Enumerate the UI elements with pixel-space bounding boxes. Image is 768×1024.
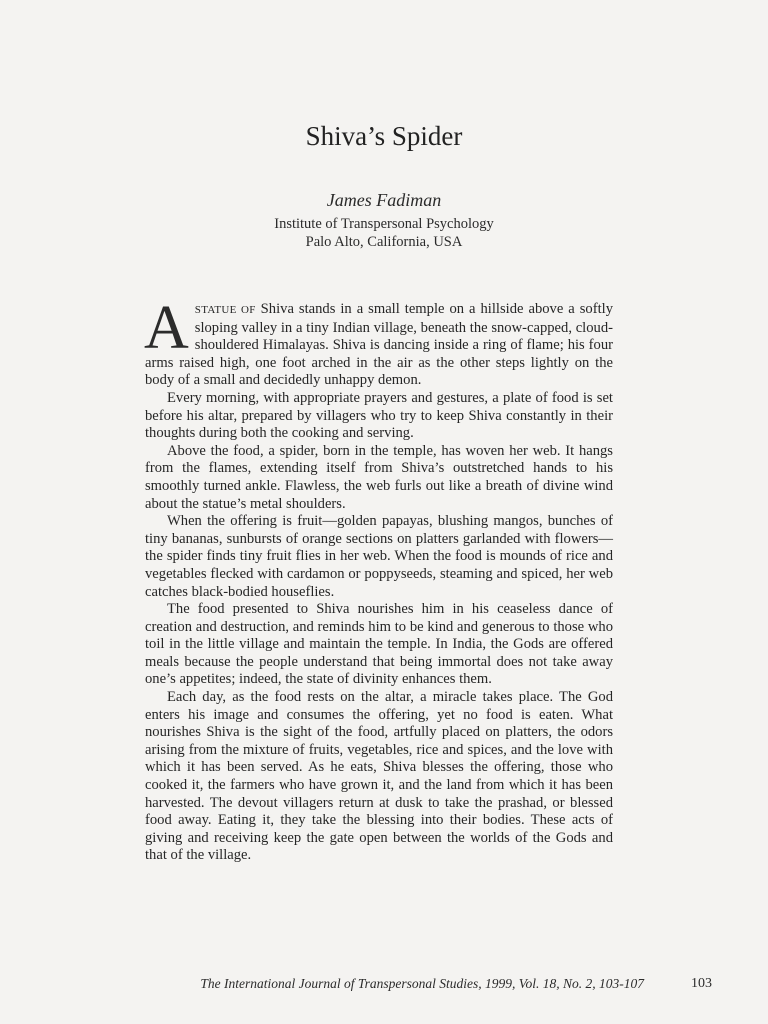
paragraph-3: Above the food, a spider, born in the temple, has woven her web. It hangs from the flames, extending itself from Shiva’s outstretched hands to his smoothly turned ankle. Flawless, the web furls out like a breath of divine wind about the statue’s metal shoulders. bbox=[145, 442, 613, 512]
paragraph-5: The food presented to Shiva nourishes him in his ceaseless dance of creation and destruction, and reminds him to be kind and generous to those who toil in the little village and maintain the temple. In India, the Gods are offered meals because the people understand that being immortal does not take away one’s appetites; indeed, the state of divinity enhances them. bbox=[145, 601, 613, 688]
author-location: Palo Alto, California, USA bbox=[305, 234, 463, 250]
paragraph-6: Each day, as the food rests on the altar, a miracle takes place. The God enters his image and consumes the offering, yet no food is eaten. What nourishes Shiva is the sight of the food, artfully placed on platters, the odors arising from the mixture of fruits, vegetables, rice and spices, and the love with which it has been served. As he eats, Shiva blesses the offering, those who cooked it, the farmers who have grown it, and the land from which it has been harvested. The devout villagers return at dusk to take the prashad, or blessed food away. Eating it, they take the blessing into their bodies. These acts of giving and receiving keep the gate open between the worlds of the Gods and that of the village. bbox=[145, 689, 613, 864]
lead-in-smallcaps: STATUE OF bbox=[194, 304, 256, 316]
article-title: Shiva’s Spider bbox=[305, 121, 463, 151]
paragraph-4: When the offering is fruit—golden papayas, blushing mangos, bunches of tiny bananas, sunbursts of orange sections on platters garlanded with flowers—the spider finds tiny fruit flies in her web. When the food is mounds of rice and vegetables flecked with cardamon or poppyseeds, steaming and spiced, her web catches black-bodied houseflies. bbox=[145, 513, 613, 600]
author-affiliation: Institute of Transpersonal Psychology bbox=[274, 216, 494, 232]
paragraph-2: Every morning, with appropriate prayers and gestures, a plate of food is set before his altar, prepared by villagers who try to keep Shiva constantly in their thoughts during both the cooking and serving. bbox=[145, 389, 613, 442]
author-name: James Fadiman bbox=[326, 190, 442, 210]
drop-cap: A bbox=[144, 294, 189, 362]
paragraph-1-text: Shiva stands in a small temple on a hillside above a softly sloping valley in a tiny Indian village, beneath the snow-capped, cloud-shouldered Himalayas. Shiva is dancing inside a ring of flame; his four arms raised high, one foot arched in the air as the other steps lightly on the body of a small and decidedly unhappy demon. bbox=[145, 301, 613, 389]
paragraph-1 bbox=[144, 294, 613, 390]
page-number: 103 bbox=[691, 976, 712, 991]
journal-citation: The International Journal of Transpersonal Studies, 1999, Vol. 18, No. 2, 103-107 bbox=[200, 976, 644, 991]
article-body bbox=[144, 294, 613, 865]
